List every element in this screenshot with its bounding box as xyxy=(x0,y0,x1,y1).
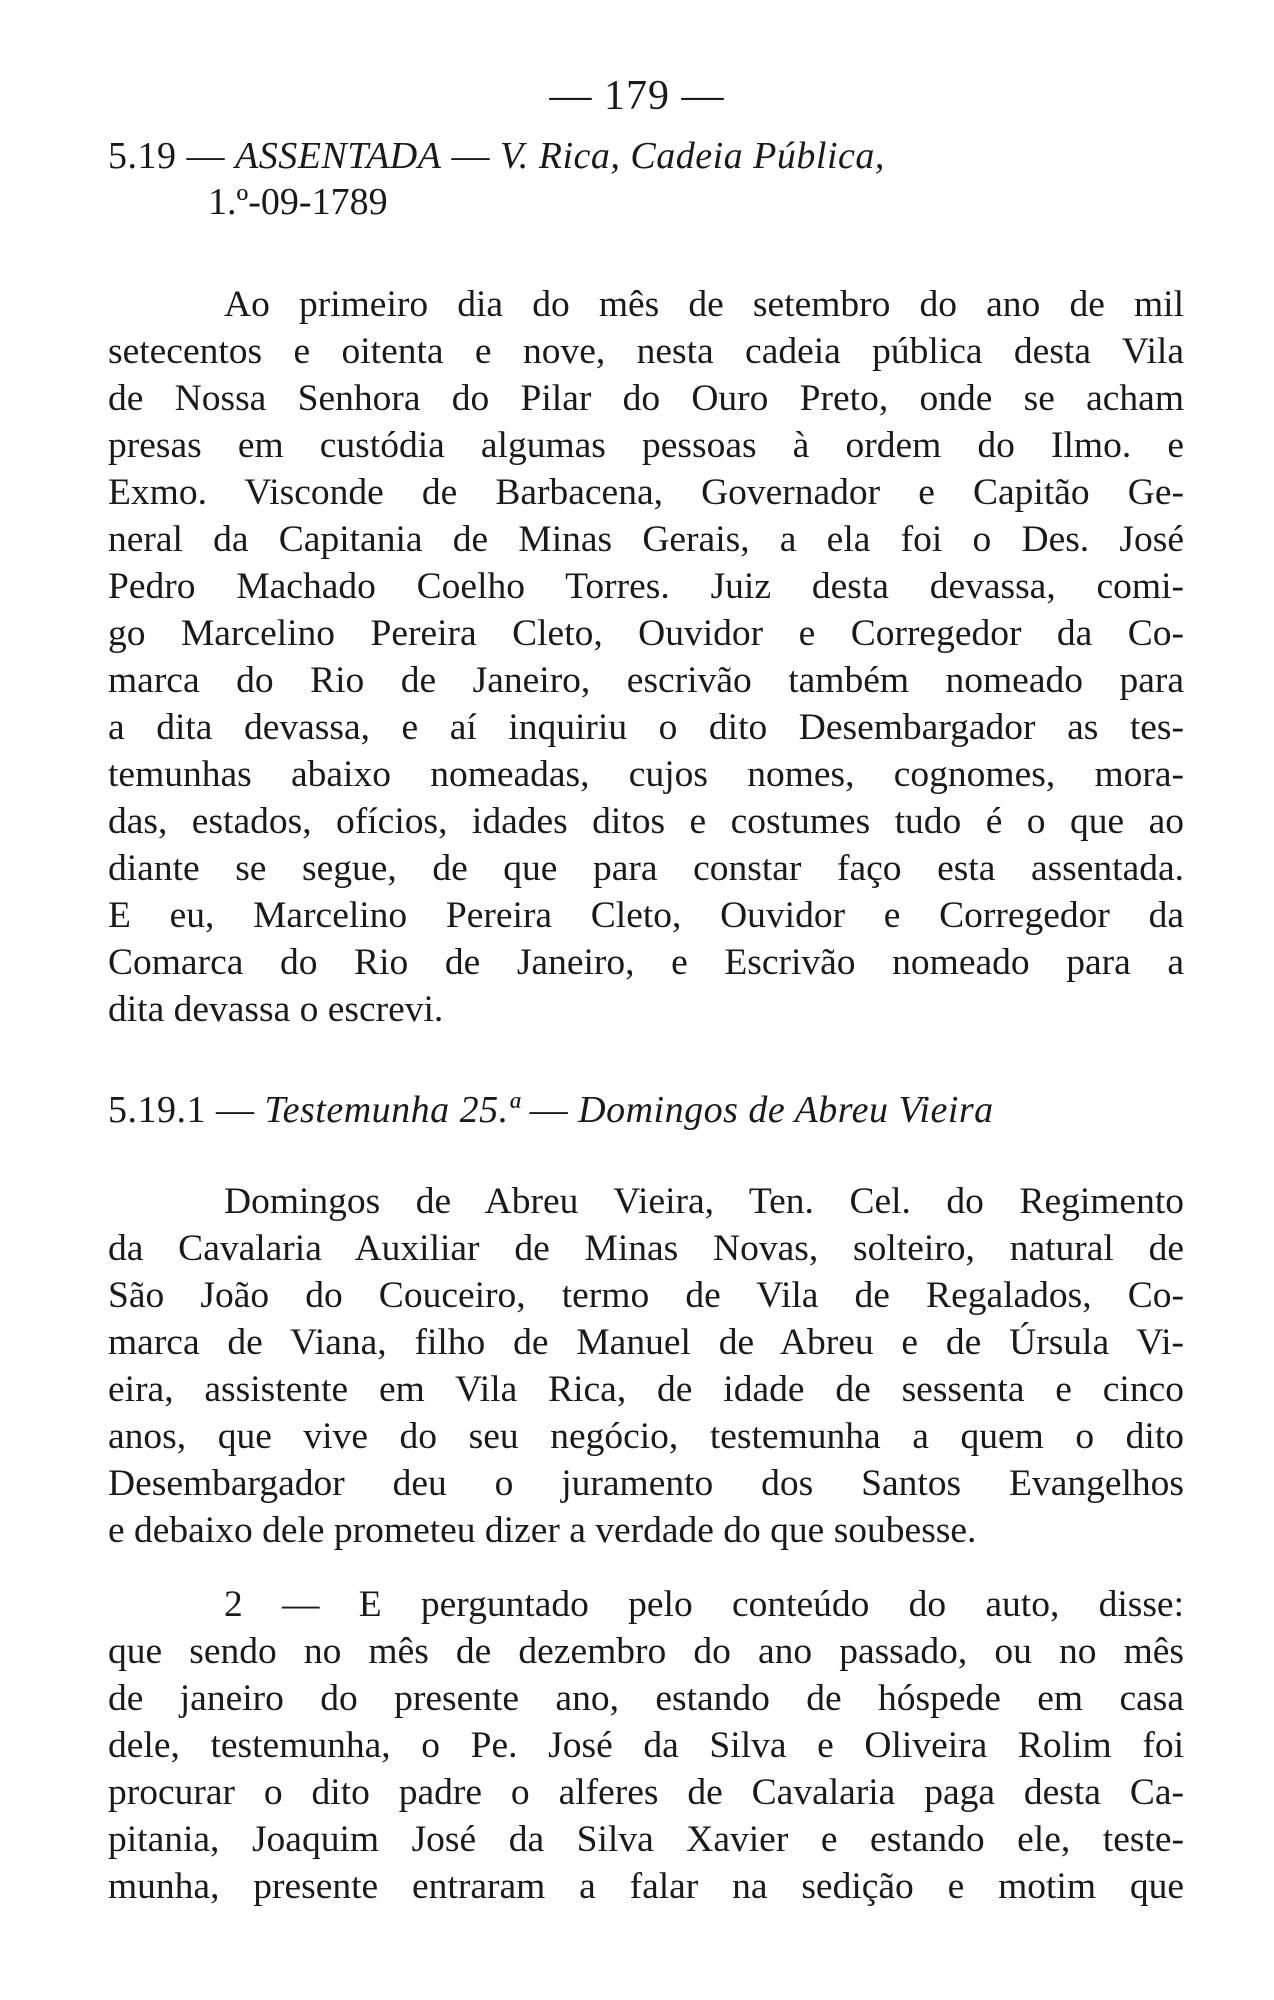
subsection-heading xyxy=(108,1086,994,1134)
paragraph1-line: dita devassa o escrevi. xyxy=(108,989,444,1030)
paragraph2-line: e debaixo dele prometeu dizer a verdade do que soubesse. xyxy=(108,1510,977,1551)
paragraph3-line: procurar o dito padre o alferes de Cavalaria paga desta Ca- xyxy=(108,1772,1184,1813)
paragraph3-line: 2 — E perguntado pelo conteúdo do auto, disse: xyxy=(224,1584,1184,1625)
paragraph3-line: de janeiro do presente ano, estando de hóspede em casa xyxy=(108,1678,1184,1719)
paragraph1-line: Ao primeiro dia do mês de setembro do ano de mil xyxy=(224,284,1184,325)
paragraph1-line: setecentos e oitenta e nove, nesta cadeia pública desta Vila xyxy=(108,331,1184,372)
subsection-title: Testemunha 25.ª xyxy=(264,1089,520,1131)
paragraph1-line: Comarca do Rio de Janeiro, e Escrivão nomeado para a xyxy=(108,942,1184,983)
section-number: 5.19 xyxy=(108,135,177,177)
heading-dash: — xyxy=(529,1089,569,1131)
paragraph1-line: das, estados, ofícios, idades ditos e costumes tudo é o que ao xyxy=(108,801,1184,842)
paragraph2-line: marca de Viana, filho de Manuel de Abreu e de Úrsula Vi- xyxy=(108,1322,1184,1363)
subsection-number: 5.19.1 xyxy=(108,1089,206,1131)
paragraph1-line: presas em custódia algumas pessoas à ordem do Ilmo. e xyxy=(108,425,1184,466)
paragraph3-line: que sendo no mês de dezembro do ano passado, ou no mês xyxy=(108,1631,1184,1672)
witness-name: Domingos de Abreu Vieira xyxy=(578,1089,994,1131)
paragraph1-line: E eu, Marcelino Pereira Cleto, Ouvidor e Corregedor da xyxy=(108,895,1184,936)
paragraph2-line: São João do Couceiro, termo de Vila de Regalados, Co- xyxy=(108,1275,1184,1316)
heading-dash: — xyxy=(451,135,490,177)
paragraph1-line: neral da Capitania de Minas Gerais, a ela foi o Des. José xyxy=(108,519,1184,560)
paragraph1-line: temunhas abaixo nomeadas, cujos nomes, cognomes, mora- xyxy=(108,754,1184,795)
section-place: V. Rica, Cadeia Pública, xyxy=(499,135,885,177)
heading-dash: — xyxy=(186,135,225,177)
paragraph2-line: Desembargador deu o juramento dos Santos Evangelhos xyxy=(108,1463,1184,1504)
paragraph3-line: pitania, Joaquim José da Silva Xavier e estando ele, teste- xyxy=(108,1819,1184,1860)
paragraph2-line: da Cavalaria Auxiliar de Minas Novas, solteiro, natural de xyxy=(108,1228,1184,1269)
paragraph1-line: a dita devassa, e aí inquiriu o dito Desembargador as tes- xyxy=(108,707,1184,748)
paragraph1-line: diante se segue, de que para constar faço esta assentada. xyxy=(108,848,1184,889)
paragraph1-line: Exmo. Visconde de Barbacena, Governador e Capitão Ge- xyxy=(108,472,1184,513)
paragraph3-line: dele, testemunha, o Pe. José da Silva e Oliveira Rolim foi xyxy=(108,1725,1184,1766)
paragraph2-line: eira, assistente em Vila Rica, de idade de sessenta e cinco xyxy=(108,1369,1184,1410)
paragraph1-line: Pedro Machado Coelho Torres. Juiz desta devassa, comi- xyxy=(108,566,1184,607)
section-heading xyxy=(108,132,885,180)
heading-dash: — xyxy=(216,1089,255,1131)
paragraph1-line: marca do Rio de Janeiro, escrivão também nomeado para xyxy=(108,660,1184,701)
page-number: — 179 — xyxy=(549,73,725,119)
paragraph1-line: de Nossa Senhora do Pilar do Ouro Preto, onde se acham xyxy=(108,378,1184,419)
paragraph1-line: go Marcelino Pereira Cleto, Ouvidor e Corregedor da Co- xyxy=(108,613,1184,654)
section-date: 1.º-09-1789 xyxy=(208,181,388,223)
section-title: ASSENTADA xyxy=(235,135,442,177)
paragraph3-line: munha, presente entraram a falar na sedição e motim que xyxy=(108,1866,1184,1907)
paragraph2-line: Domingos de Abreu Vieira, Ten. Cel. do Regimento xyxy=(224,1181,1184,1222)
paragraph2-line: anos, que vive do seu negócio, testemunha a quem o dito xyxy=(108,1416,1184,1457)
